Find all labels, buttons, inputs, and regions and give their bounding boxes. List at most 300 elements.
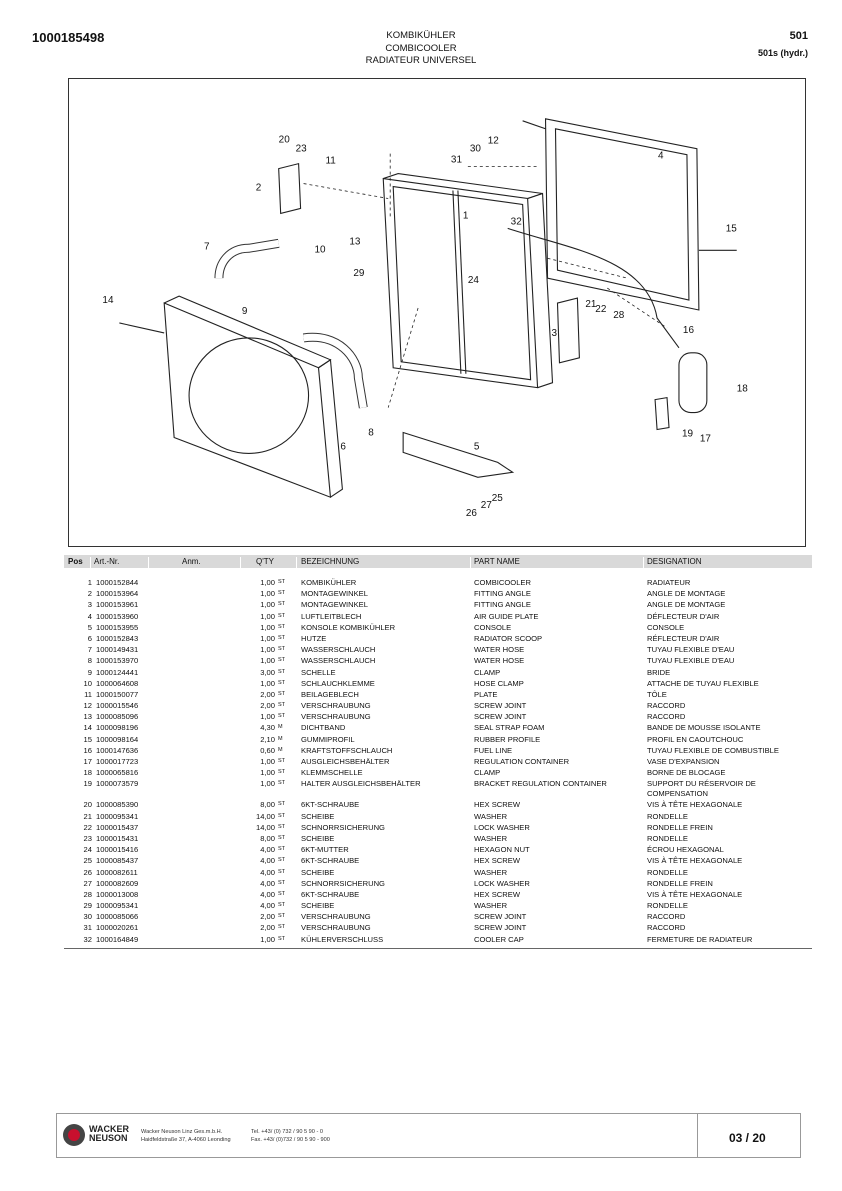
cell-art: 1000150077 (96, 689, 139, 699)
cell-pos: 20 (83, 800, 92, 810)
air-guide-plate (546, 119, 699, 310)
cell-de: KONSOLE KOMBIKÜHLER (301, 622, 396, 632)
page-code: 501 (789, 30, 808, 42)
cell-en: COMBICOOLER (474, 578, 531, 587)
cell-de: GUMMIPROFIL (301, 734, 355, 744)
cell-art: 1000073579 (96, 779, 139, 789)
cell-qty: 1,00 (260, 611, 275, 621)
parts-table-body (64, 578, 812, 946)
callout-29: 29 (353, 268, 365, 280)
cell-de: MONTAGEWINKEL (301, 600, 368, 610)
cell-pos: 5 (87, 622, 92, 632)
document-title (0, 30, 842, 68)
cell-fr: TUYAU FLEXIBLE DE COMBUSTIBLE (647, 745, 779, 755)
cell-art: 1000152844 (96, 578, 139, 587)
cell-fr: BRIDE (647, 667, 671, 677)
cell-qty: 1,00 (260, 578, 275, 587)
cell-unit: M (278, 724, 283, 731)
cell-pos: 22 (83, 822, 92, 832)
callout-32: 32 (510, 216, 522, 228)
cell-unit: ST (278, 769, 286, 776)
header-part-name: PART NAME (474, 557, 520, 566)
cell-en: BRACKET REGULATION CONTAINER (474, 779, 607, 789)
cell-fr: RACCORD (647, 923, 686, 933)
cell-unit: ST (278, 668, 286, 675)
cell-de: WASSERSCHLAUCH (301, 656, 376, 666)
table-row (64, 634, 812, 645)
cell-qty: 3,00 (260, 667, 275, 677)
callout-25: 25 (491, 493, 503, 505)
cell-art: 1000098164 (96, 734, 139, 744)
cell-unit: ST (278, 924, 286, 931)
cell-en: SCREW JOINT (474, 712, 527, 722)
cell-fr: RÉFLECTEUR D'AIR (647, 633, 720, 643)
table-row (64, 690, 812, 701)
cell-unit: ST (278, 801, 286, 808)
cell-art: 1000013008 (96, 889, 139, 899)
cell-art: 1000153955 (96, 622, 139, 632)
cell-de: HUTZE (301, 633, 327, 643)
cell-en: HEXAGON NUT (474, 845, 530, 855)
header-anm: Anm. (182, 557, 201, 566)
cell-fr: VIS À TÊTE HEXAGONALE (647, 856, 743, 866)
cell-qty: 2,10 (260, 734, 275, 744)
cell-unit: ST (278, 690, 286, 697)
table-row (64, 912, 812, 923)
table-row (64, 701, 812, 712)
cell-en: WASHER (474, 867, 508, 877)
cell-unit: ST (278, 812, 286, 819)
page-header (0, 0, 842, 80)
cell-fr: RONDELLE FREIN (647, 822, 713, 832)
cell-fr: VIS À TÊTE HEXAGONALE (647, 889, 743, 899)
cell-pos: 14 (83, 723, 92, 733)
cell-de: HALTER AUSGLEICHSBEHÄLTER (301, 779, 421, 789)
cell-en: SCREW JOINT (474, 701, 527, 711)
cell-pos: 28 (83, 889, 92, 899)
cell-qty: 8,00 (260, 833, 275, 843)
cell-de: MONTAGEWINKEL (301, 589, 368, 599)
cell-pos: 30 (83, 912, 92, 922)
cell-art: 1000015437 (96, 822, 139, 832)
header-pos: Pos (68, 557, 83, 566)
header-designation: DESIGNATION (647, 557, 702, 566)
fitting-angle-left (279, 164, 301, 214)
callout-16: 16 (682, 324, 695, 336)
callout-30: 30 (469, 143, 481, 155)
cell-fr: TUYAU FLEXIBLE D'EAU (647, 656, 735, 666)
callout-4: 4 (658, 150, 664, 162)
cell-qty: 1,00 (260, 600, 275, 610)
cell-en: HEX SCREW (474, 889, 520, 899)
cell-pos: 18 (83, 768, 92, 778)
cell-pos: 16 (83, 745, 92, 755)
cell-art: 1000095341 (96, 811, 139, 821)
cell-pos: 15 (83, 734, 92, 744)
cell-pos: 4 (87, 611, 92, 621)
callout-27: 27 (480, 500, 492, 512)
table-row (64, 868, 812, 879)
cell-art: 1000085066 (96, 912, 139, 922)
cell-de: SCHEIBE (301, 867, 335, 877)
callout-3: 3 (551, 327, 558, 339)
callout-23: 23 (295, 143, 307, 155)
cell-qty: 4,00 (260, 878, 275, 888)
cell-art: 1000065816 (96, 768, 139, 778)
cell-en: LOCK WASHER (474, 878, 530, 888)
cell-qty: 2,00 (260, 912, 275, 922)
cell-fr: VIS À TÊTE HEXAGONALE (647, 800, 743, 810)
callout-12: 12 (487, 135, 499, 147)
cell-fr: VASE D'EXPANSION (647, 757, 720, 766)
cell-en: CONSOLE (474, 622, 512, 632)
table-row (64, 578, 812, 589)
cell-art: 1000153960 (96, 611, 139, 621)
cell-qty: 4,00 (260, 889, 275, 899)
cell-en: HOSE CLAMP (474, 678, 524, 688)
cell-qty: 14,00 (255, 822, 275, 832)
wacker-neuson-logo-icon (63, 1124, 85, 1146)
callout-7: 7 (203, 241, 210, 253)
cell-art: 1000020261 (96, 923, 139, 933)
cell-art: 1000153961 (96, 600, 139, 610)
cell-qty: 1,00 (260, 779, 275, 789)
cell-en: FITTING ANGLE (474, 589, 531, 599)
cell-unit: ST (278, 702, 286, 709)
callout-22: 22 (595, 304, 607, 316)
cell-art: 1000164849 (96, 934, 139, 944)
cell-pos: 1 (87, 578, 92, 587)
cell-unit: ST (278, 623, 286, 630)
cell-qty: 1,00 (260, 622, 275, 632)
cell-art: 1000085437 (96, 856, 139, 866)
cell-de: KRAFTSTOFFSCHLAUCH (301, 745, 393, 755)
table-row (64, 812, 812, 823)
cell-pos: 27 (83, 878, 92, 888)
cell-art: 1000085390 (96, 800, 139, 810)
cell-art: 1000015431 (96, 833, 139, 843)
callout-19: 19 (681, 428, 694, 440)
cell-fr: SUPPORT DU RÉSERVOIR DE COMPENSATION (647, 779, 756, 798)
cell-pos: 7 (87, 645, 92, 655)
cell-unit: ST (278, 612, 286, 619)
cell-en: SEAL STRAP FOAM (474, 723, 545, 733)
cell-unit: M (278, 746, 283, 753)
cell-unit: ST (278, 758, 286, 764)
cell-pos: 19 (83, 779, 92, 789)
table-row (64, 600, 812, 611)
cell-de: DICHTBAND (301, 723, 346, 733)
cell-en: REGULATION CONTAINER (474, 757, 570, 766)
callout-28: 28 (613, 309, 625, 321)
cell-unit: ST (278, 646, 286, 653)
table-row (64, 612, 812, 623)
cell-fr: CONSOLE (647, 622, 685, 632)
cell-art: 1000152843 (96, 633, 139, 643)
cell-de: 6KT-MUTTER (301, 845, 349, 855)
cell-art: 1000095341 (96, 901, 139, 911)
cell-de: KOMBIKÜHLER (301, 578, 357, 587)
cell-pos: 10 (83, 678, 92, 688)
table-row (64, 935, 812, 946)
cell-unit: ST (278, 834, 286, 841)
cell-de: AUSGLEICHSBEHÄLTER (301, 757, 390, 766)
cell-fr: PROFIL EN CAOUTCHOUC (647, 734, 744, 744)
table-row (64, 757, 812, 768)
cell-pos: 21 (83, 811, 92, 821)
regulation-container (679, 353, 707, 413)
title-english: COMBICOOLER (385, 42, 457, 54)
cell-en: HEX SCREW (474, 856, 520, 866)
page-number: 03 / 20 (729, 1131, 766, 1145)
table-row (64, 923, 812, 934)
callout-15: 15 (725, 223, 737, 235)
callout-8: 8 (368, 427, 374, 439)
cell-fr: TÔLE (647, 689, 667, 699)
table-row (64, 589, 812, 600)
cell-unit: ST (278, 868, 286, 875)
table-row (64, 823, 812, 834)
table-row (64, 656, 812, 667)
document-number: 1000185498 (32, 30, 105, 45)
cell-unit: ST (278, 935, 286, 942)
cell-pos: 8 (87, 656, 92, 666)
cell-fr: RONDELLE (647, 811, 688, 821)
console-bracket (403, 432, 513, 477)
callout-24: 24 (467, 275, 479, 287)
cell-de: SCHNORRSICHERUNG (301, 822, 385, 832)
cell-de: VERSCHRAUBUNG (301, 701, 371, 711)
table-row (64, 856, 812, 867)
cell-art: 1000147636 (96, 745, 139, 755)
cell-pos: 9 (87, 667, 92, 677)
cell-qty: 8,00 (260, 800, 275, 810)
brand-name: WACKER NEUSON (89, 1124, 129, 1143)
cell-en: COOLER CAP (474, 934, 524, 944)
cell-unit: ST (278, 713, 286, 720)
cell-qty: 2,00 (260, 923, 275, 933)
cell-de: SCHNORRSICHERUNG (301, 878, 385, 888)
cell-de: SCHEIBE (301, 811, 335, 821)
table-row (64, 890, 812, 901)
header-qty: Q'TY (256, 557, 274, 566)
table-row (64, 645, 812, 656)
cell-unit: ST (278, 890, 286, 897)
cell-de: KÜHLERVERSCHLUSS (301, 934, 384, 944)
cell-qty: 1,00 (260, 633, 275, 643)
cell-unit: ST (278, 590, 286, 597)
cell-art: 1000082609 (96, 878, 139, 888)
title-german: KOMBIKÜHLER (386, 30, 456, 41)
cell-en: RADIATOR SCOOP (474, 633, 543, 643)
exploded-view-svg (69, 79, 805, 546)
cell-qty: 1,00 (260, 645, 275, 655)
cell-unit: ST (278, 823, 286, 830)
title-french: RADIATEUR UNIVERSEL (365, 55, 477, 66)
cell-de: 6KT-SCHRAUBE (301, 800, 360, 810)
cell-qty: 1,00 (260, 712, 275, 722)
cell-unit: ST (278, 780, 286, 787)
cell-en: WASHER (474, 811, 508, 821)
cell-en: WATER HOSE (474, 656, 525, 666)
cell-art: 1000098196 (96, 723, 139, 733)
cell-pos: 11 (84, 689, 92, 699)
cell-qty: 2,00 (260, 689, 275, 699)
cell-unit: ST (278, 913, 286, 920)
table-row (64, 679, 812, 690)
cell-de: LUFTLEITBLECH (301, 611, 362, 621)
table-row (64, 845, 812, 856)
cell-art: 1000017723 (96, 757, 139, 766)
callout-18: 18 (736, 383, 748, 395)
cell-pos: 12 (83, 701, 92, 711)
page-footer (56, 1113, 801, 1158)
cell-fr: ANGLE DE MONTAGE (647, 589, 726, 599)
cell-fr: RONDELLE (647, 901, 688, 911)
callout-20: 20 (278, 134, 290, 146)
cell-art: 1000015546 (96, 701, 139, 711)
company-address: Wacker Neuson Linz Ges.m.b.H. Haidfeldstraße 37, A-4060 Leonding (141, 1129, 231, 1143)
cell-fr: BORNE DE BLOCAGE (647, 768, 726, 778)
table-row (64, 623, 812, 634)
fitting-angle-right (557, 298, 579, 363)
cell-en: LOCK WASHER (474, 822, 530, 832)
cell-fr: DÉFLECTEUR D'AIR (647, 611, 720, 621)
cell-unit: M (278, 735, 283, 742)
cell-de: WASSERSCHLAUCH (301, 645, 376, 655)
cell-unit: ST (278, 679, 286, 686)
callout-9: 9 (241, 305, 248, 317)
table-row (64, 834, 812, 845)
table-row (64, 668, 812, 679)
cell-fr: RONDELLE (647, 833, 688, 843)
callout-10: 10 (314, 244, 326, 256)
parts-table-header (64, 555, 812, 568)
table-row (64, 768, 812, 779)
cell-pos: 13 (83, 712, 92, 722)
cell-qty: 1,00 (260, 678, 275, 688)
cell-de: 6KT-SCHRAUBE (301, 889, 360, 899)
cell-qty: 1,00 (260, 934, 275, 944)
cell-en: RUBBER PROFILE (474, 734, 541, 744)
cell-fr: RACCORD (647, 701, 686, 711)
table-row (64, 779, 812, 800)
cell-art: 1000082611 (96, 867, 138, 877)
callout-14: 14 (102, 295, 114, 307)
cell-unit: ST (278, 879, 286, 886)
cell-de: VERSCHRAUBUNG (301, 712, 371, 722)
cell-de: KLEMMSCHELLE (301, 768, 363, 778)
cell-fr: BANDE DE MOUSSE ISOLANTE (647, 723, 761, 733)
cell-en: CLAMP (474, 667, 501, 677)
cell-en: AIR GUIDE PLATE (474, 611, 539, 621)
callout-31: 31 (450, 154, 463, 166)
cell-qty: 1,00 (260, 757, 275, 766)
cell-fr: RACCORD (647, 912, 686, 922)
cell-pos: 31 (83, 923, 92, 933)
table-row (64, 712, 812, 723)
table-row (64, 879, 812, 890)
cell-fr: ÉCROU HEXAGONAL (647, 845, 724, 855)
cell-pos: 2 (87, 589, 92, 599)
header-art-nr: Art.-Nr. (94, 557, 120, 566)
cell-pos: 23 (83, 833, 92, 843)
table-row (64, 723, 812, 734)
callout-2: 2 (255, 182, 262, 194)
cell-fr: RONDELLE (647, 867, 688, 877)
cell-art: 1000015416 (96, 845, 139, 855)
cell-unit: ST (278, 634, 286, 641)
cell-de: 6KT-SCHRAUBE (301, 856, 360, 866)
cell-art: 1000149431 (96, 645, 139, 655)
cell-fr: RADIATEUR (647, 578, 691, 587)
callout-6: 6 (340, 441, 346, 453)
cell-pos: 6 (87, 633, 92, 643)
cell-pos: 26 (83, 867, 92, 877)
cell-en: PLATE (474, 689, 498, 699)
cell-unit: ST (278, 902, 286, 909)
cell-en: WASHER (474, 833, 508, 843)
cell-unit: ST (278, 579, 286, 585)
company-contact: Tel. +43/ (0) 732 / 90 5 90 - 0 Fax. +43/ (0)732 / 90 5 90 - 900 (251, 1129, 330, 1143)
cell-en: FITTING ANGLE (474, 600, 531, 610)
exploded-view-drawing (68, 78, 806, 547)
callout-5: 5 (473, 441, 480, 453)
cell-pos: 29 (83, 901, 92, 911)
cell-fr: RONDELLE FREIN (647, 878, 713, 888)
cell-unit: ST (278, 846, 286, 853)
cell-qty: 2,00 (260, 701, 275, 711)
cell-fr: ATTACHE DE TUYAU FLEXIBLE (647, 678, 759, 688)
table-row (64, 735, 812, 746)
callout-26: 26 (465, 508, 477, 520)
cell-qty: 4,00 (260, 901, 275, 911)
callout-11: 11 (325, 155, 336, 167)
cell-qty: 4,00 (260, 856, 275, 866)
cell-pos: 17 (83, 757, 92, 766)
cell-fr: TUYAU FLEXIBLE D'EAU (647, 645, 735, 655)
cell-en: SCREW JOINT (474, 923, 527, 933)
cell-en: SCREW JOINT (474, 912, 527, 922)
cell-en: WATER HOSE (474, 645, 525, 655)
cell-qty: 1,00 (260, 589, 275, 599)
cell-qty: 4,00 (260, 845, 275, 855)
callout-17: 17 (699, 433, 711, 445)
cell-de: SCHELLE (301, 667, 336, 677)
cell-pos: 24 (83, 845, 92, 855)
cell-qty: 1,00 (260, 656, 275, 666)
cell-qty: 4,00 (260, 867, 275, 877)
header-bezeichnung: BEZEICHNUNG (301, 557, 360, 566)
cell-en: CLAMP (474, 768, 501, 778)
cell-qty: 0,60 (260, 745, 275, 755)
cell-en: FUEL LINE (474, 745, 513, 755)
cell-fr: RACCORD (647, 712, 686, 722)
cell-pos: 25 (83, 856, 92, 866)
cell-art: 1000064608 (96, 678, 139, 688)
cell-art: 1000124441 (96, 667, 139, 677)
cell-qty: 14,00 (255, 811, 275, 821)
cell-de: SCHEIBE (301, 901, 335, 911)
callout-1: 1 (462, 210, 469, 222)
table-row (64, 901, 812, 912)
cell-en: HEX SCREW (474, 800, 520, 810)
cell-de: SCHLAUCHKLEMME (301, 678, 375, 688)
cell-unit: ST (278, 657, 286, 664)
cell-qty: 4,30 (260, 723, 275, 733)
cell-de: VERSCHRAUBUNG (301, 923, 371, 933)
callout-21: 21 (585, 299, 597, 311)
